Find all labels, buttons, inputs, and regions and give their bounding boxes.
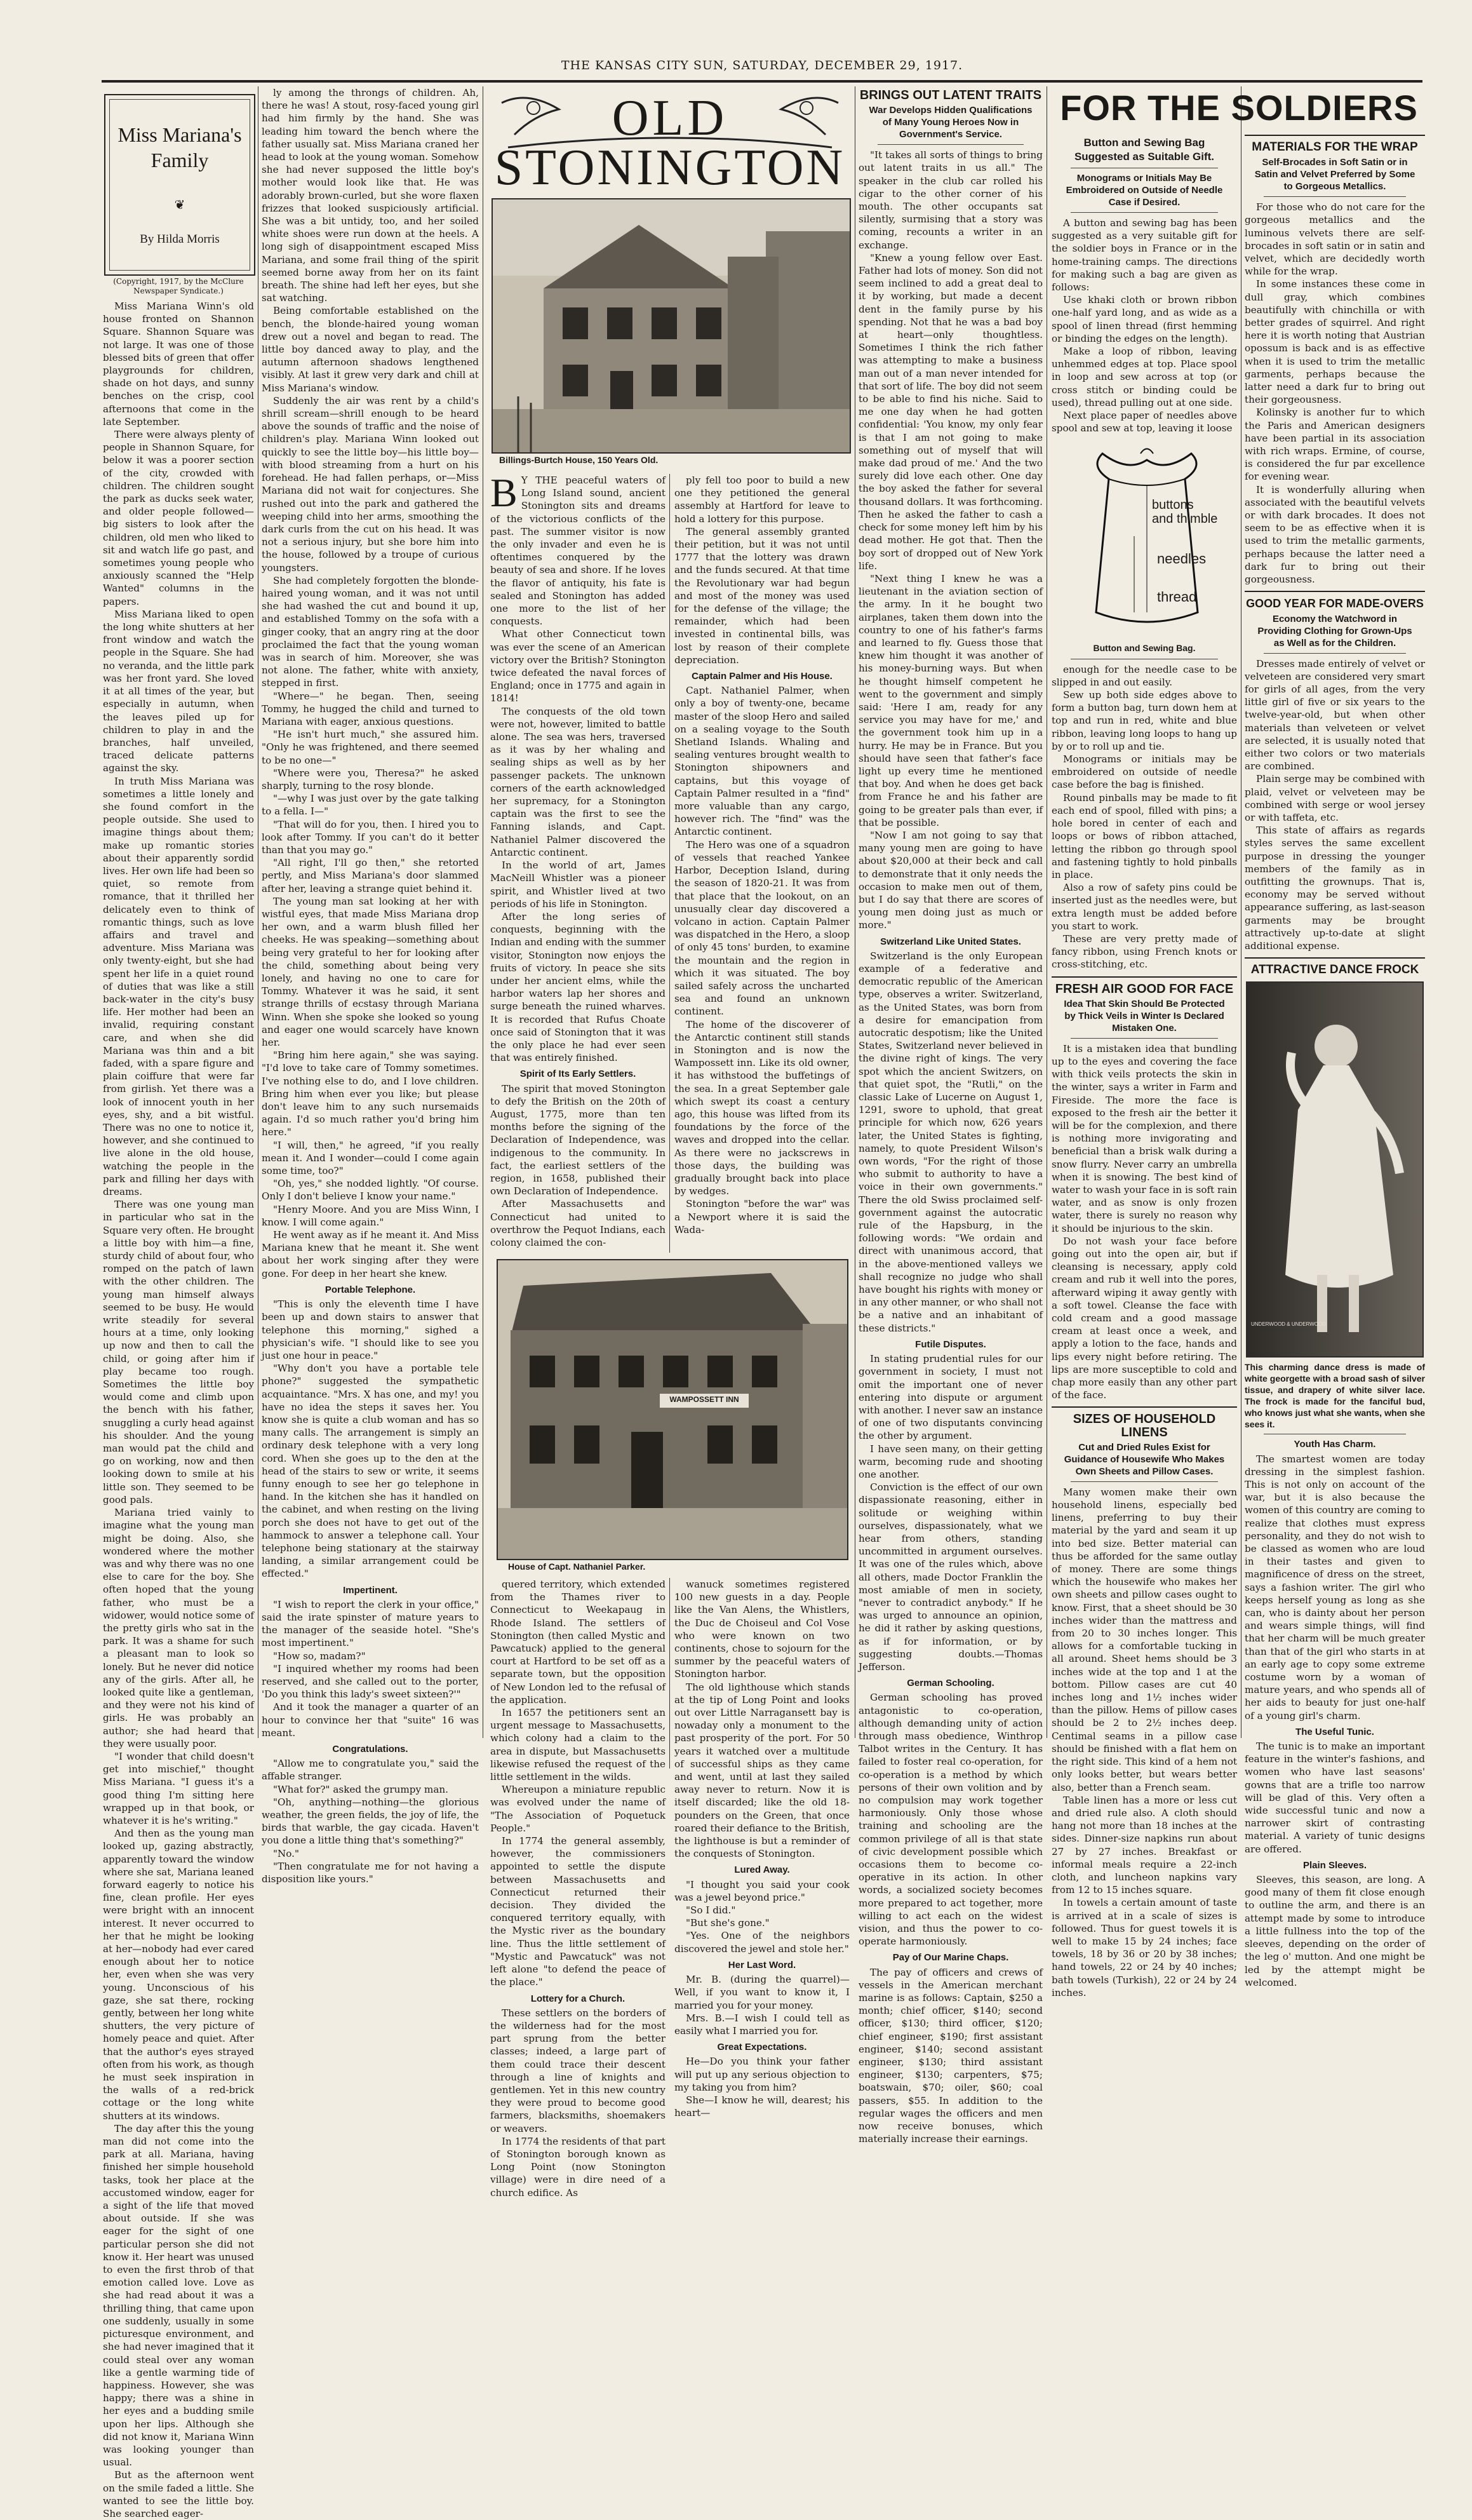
paragraph: Table linen has a more or less cut and dried rule also. A cloth should hang not more than 18 inches at the sides. Dinner-size napkins run about 27 by 27 inches. Breakfast or informal meals require a 22-inch cloth, and luncheon napkins vary from 12 to 15 inches square. (1052, 1794, 1237, 1896)
story-body (490, 2007, 666, 2199)
paragraph: "Bring him here again," she was saying. "I'd love to take care of Tommy sometimes. I've nothing else to do, and I love children. Bring him when ever you like; but please don't leave him to any such nursemaids again. I'd so much rather you'd bring him here." (262, 1049, 479, 1138)
story-body (859, 1352, 1043, 1673)
paragraph: After the long series of conquests, beginning with the Indian and ending with the summer visitor, Stonington now enjoys the fruits of victory. In peace she sits under her ancient elms, while the harbor waters lap her shores and surge beneath the ruined wharves. It is recorded that Rufus Choate once said of Stonington that it was the only place he had ever seen that was entirely finished. (490, 910, 666, 1064)
paragraph: Sleeves, this season, are long. A good many of them fit close enough to outline the arm, and there is an attempt made by some to introduce a little fullness into the top of the sleeves, depending on the order of the leg o' mutton. And one might be led by the attempt might be welcomed. (1245, 1874, 1425, 1988)
section-heading: Lured Away. (734, 1864, 790, 1876)
paragraph: Conviction is the effect of our own dispassionate reasoning, either in solitude or weighing within ourselves, dispassionately, what we hear from others, standing uncommitted in argument ourselves. It was one of the rules which, above all others, made Doctor Franklin the most amiable of men in society, "never to contradict anybody." If he was urged to announce an opinion, he did it rather by asking questions, as if for information, or by suggesting doubts.—Thomas Jefferson. (859, 1481, 1043, 1673)
paragraph: "But she's gone." (686, 1917, 770, 1929)
story-body (674, 474, 850, 666)
paragraph: There was one young man in particular who sat in the Square very often. He brought a little boy with him—a fine, sturdy child of about four, who romped on the patch of lawn with the other children. The young man himself always seemed to be busy. He would write steadily for several hours at a time, only looking up now and then to call the child, or going after him if play became too rough. Sometimes the little boy would come and climb upon the bench with his father, snuggling a curly head against his shoulder. And the young man would pat the child and go on working, now and then looking down to smile at his little son. They seemed to be good pals. (103, 1199, 254, 1506)
paragraph: A button and sewing bag has been suggested as a very suitable gift for the soldier boys in France or in the home-training camps. The directions for making such a bag are given as follows: (1052, 217, 1237, 293)
paragraph: "All right, I'll go then," she retorted pertly, and Miss Mariana's door slammed after her, leaving a strange quiet behind it. (262, 857, 479, 894)
paragraph: And then as the young man looked up, gazing abstractly, apparently toward the window where she sat, Mariana leaned forward eagerly to notice his fine, clean profile. Her eyes were bright with an innocent interest. It never occurred to her that he might be looking at her—nobody had ever cared enough about her to notice her, even when she was very young. Unconscious of his gaze, she sat there, rocking gently, between her long white shutters, the very picture of homely peace and quiet. After that the author's eyes strayed often from his work, as though he must seek inspiration in the walls of a red-brick cottage or the long white shutters at its windows. (103, 1828, 254, 2122)
paragraph: The old lighthouse which stands at the tip of Long Point and looks out over Little Narragansett bay is nowaday only a monument to the past prosperity of the port. For 50 years it watched over a multitude of successful ships as they came and went, until at last they sailed away never to return. Now it is itself discarded; like the old 18-pounders on the Green, that once roared their defiance to the British, the lighthouse is but a reminder of the conquests of Stonington. (674, 1681, 850, 1860)
paragraph: "Yes. One of the neighbors discovered the jewel and stole her." (674, 1930, 850, 1955)
photo-caption: Billings-Burtch House, 150 Years Old. (499, 455, 659, 465)
paragraph: "Oh, anything—nothing—the glorious weather, the green fields, the joy of life, the birds that warble, the gay cicada. Haven't you done a little thing that's something?" (262, 1796, 479, 1847)
paragraph: "No." (273, 1847, 299, 1859)
paragraph: "Why don't you have a portable tele phone?" suggested the sympathetic acquaintance. "Mrs. X has one, and my! you have no idea the steps it saves her. You know she is quite a club woman and has so many calls. The arrangement is simply an ordinary desk telephone with a very long cord. When she goes up to the den at the head of the stairs to sew or write, it seems funny enough to see her go telephone in hand. In the kitchen she has it handled on the cabinet, and when resting on the living porch she does not have to get out of the hammock to answer a telephone call. Your telephone being stationary at the stairway landing, a similar arrangement could be effected." (262, 1363, 479, 1580)
paragraph: Kolinsky is another fur to which the Paris and American designers have been partial in its association with rich wraps. Ermine, of course, is considered the fur par excellence for evening wear. (1245, 407, 1425, 483)
soldiers-headline: FOR THE SOLDIERS (1060, 88, 1418, 128)
bag-label: needles (1157, 551, 1207, 567)
paragraph: "Where—" he began. Then, seeing Tommy, he hugged the child and turned to Mariana with eager, anxious questions. (262, 690, 479, 727)
photo-caption: House of Capt. Nathaniel Parker. (508, 1561, 646, 1572)
story-subhead: War Develops Hidden Qualifications of Many Young Heroes Now in Government's Service. (869, 105, 1033, 140)
paragraph: "I will, then," he agreed, "if you really mean it. And I wonder—could I come again some time, too?" (262, 1139, 479, 1177)
paragraph: "That will do for you, then. I hired you to look after Tommy. If you can't do it better than that you may go." (262, 818, 479, 856)
paragraph: The general assembly granted their petition, but it was not until 1777 that the lottery was drawn and the funds secured. At that time the Revolutionary war had begun and most of the money was used for the defense of the village; the remainder, which had been invested in continental bills, was lost by reason of their complete depreciation. (674, 525, 850, 666)
paragraph: "How so, madam?" (273, 1650, 366, 1662)
story-body (859, 1691, 1043, 1948)
story-body (1052, 663, 1237, 971)
paragraph: "Next thing I knew he was a lieutenant in the aviation section of the army. In it he bought two airplanes, taken them down into the country to one of his father's farms and learned to fly. Guess those that knew him thought it was another of his money-burning ways. But when he thought himself competent he went to the government and simply said: 'Here I am, ready for any service you may have for me,' and the government took him up in a hurry. He may be in France. But you should have seen that father's face light up every time he mentioned that boy. And when he does get back from France he and his father are going to be greater pals than ever, if that be possible. (859, 572, 1043, 828)
column-rule (669, 474, 670, 1253)
paragraph: "So I did." (686, 1904, 736, 1917)
story-body (859, 149, 1043, 931)
paragraph: Many women make their own household linens, especially bed linens, preferring to buy their material by the yard and seam it up into bed size. Better material can thus be afforded for the same outlay of money. There are some things which the housewife who makes her own sheets and pillow cases ought to know. First, that a sheet should be 30 inches wider than the mattress and from 20 to 30 inches longer. This allows for a comfortable tucking in all around. Sheet hems should be 3 inches wide at the top and 1 at the bottom. Pillow cases are cut 40 inches long and 1½ inches wider than the pillow. Hems of pillow cases should be 2 to 2½ inches deep. Centimal seams in a pillow case should be finished with a flat hem on the right side. This kind of a hem not only looks better, but wears better also, better than a French seam. (1052, 1486, 1237, 1793)
paragraph: What other Connecticut town was ever the scene of an American victory over the British? Stonington twice defeated the naval forces of England; once in 1775 and again in 1814! (490, 628, 666, 704)
paragraph: Round pinballs may be made to fit each end of spool, filled with pins; a hole bored in center of each and loops or bows of ribbon attached, letting the ribbon go through spool and fastening tightly to hold pinballs in place. (1052, 792, 1237, 880)
paragraph: Mr. B. (during the quarrel)—Well, if you want to know it, I married you for your money. (674, 1974, 850, 2011)
story-headline: FRESH AIR GOOD FOR FACE (1055, 981, 1234, 996)
story-body (674, 1578, 850, 1860)
story-headline: BRINGS OUT LATENT TRAITS (859, 88, 1042, 102)
paragraph: wanuck sometimes registered 100 new guests in a day. People like the Van Alens, the Whistlers, the Duc de Choiseul and Col Vose who were known on two continents, chose to sojourn for the summer by the peaceful waters of Stonington harbor. (674, 1579, 850, 1680)
story-body (674, 1878, 850, 1955)
paragraph: Switzerland is the only European example of a federative and democratic republic of the American type, observes a writer. Switzerland, as the United States, was born from a desire for emancipation from autocratic despotism; like the United States, Switzerland never believed in the divine right of kings. The very spot which the ancient Switzers, on that quiet spot, the "Rutli," on the classic Lake of Lucerne on August 1, 1291, swore to uphold, that great principle for which now, 626 years later, the United States is fighting, namely, to quote President Wilson's own words, "For the right of those who submit to authority to have a voice in their own governments." There the old Swiss proclaimed self-government against the autocratic rule of the Hapsburg, in the following words: "We ordain and direct with unanimous accord, that in the above-mentioned valleys we shall recognize no judge who shall have bought his rights with money or in any other manner, or who shall not be a native and an inhabitant of these districts." (859, 950, 1043, 1334)
column-2 (262, 86, 479, 1885)
section-heading: Congratulations. (332, 1744, 408, 1755)
paragraph: Suddenly the air was rent by a child's shrill scream—shrill enough to be heard above the sounds of traffic and the noise of children's play. Mariana Winn looked out quickly to see the little boy—his little boy—with blood streaming from a hurt on his forehead. He had fallen perhaps, or—Miss Mariana did not wait for conjectures. She rushed out into the park and gathered the weeping child into her arms, smoothing the dark curls from the cut on his head. It was not a serious injury, but she bore him into the house, followed by a troupe of curious youngsters. (262, 394, 479, 574)
paragraph: Next place paper of needles above spool and sew at top, leaving it loose (1052, 410, 1237, 435)
paragraph: In 1774 the residents of that part of Stonington borough known as Long Point (now Stonington village) were in dire need of a church edifice. As (490, 2135, 666, 2199)
section-heading: Captain Palmer and His House. (692, 671, 833, 682)
story-subhead: Cut and Dried Rules Exist for Guidance of Housewife Who Makes Own Sheets and Pillow Cases. (1064, 1441, 1225, 1477)
story-body (262, 1598, 479, 1739)
story-body (1245, 657, 1425, 953)
story-subhead: Monograms or Initials May Be Embroidered on Outside of Needle Case if Desired. (1066, 173, 1223, 208)
paragraph: For those who do not care for the gorgeous metallics and the luminous velvets there are self-brocades in soft satin or in satin and velvet, which are decidedly worth while for the wrap. (1245, 201, 1425, 278)
paragraph: quered territory, which extended from the Thames river to Connecticut to Weekapaug in Rhode Island. The settlers of Stonington (then called Mystic and Pawcatuck) applied to the general court at Hartford to be set off as a separate town, but the opposition of New London led to the refusal of the application. (490, 1579, 666, 1706)
paragraph: Whereupon a miniature republic was evolved under the name of "The Association of Poquetuck People." (490, 1784, 666, 1834)
story-body (490, 470, 666, 1064)
paragraph: Dresses made entirely of velvet or velveteen are considered very smart for girls of all ages, from the very little girl of five or six years to the twelve-year-old, but when other materials than velveteen or velvet are selected, it is usually noted that either two colors or two materials are combined. (1245, 657, 1425, 772)
paragraph: "Knew a young fellow over East. Father had lots of money. Son did not seem inclined to add a great deal to it by working, but made a decent dent in the family purse by his spending. Not that he was a bad boy at heart—only thoughtless. Sometimes I think the rich father was attempting to make a business man out of a man never intended for that sort of life. The boy did not seem to be able to find his niche. Said to me one day when he had gotten confidential: 'You know, my only fear is that I am not going to make something out of myself that will make dad proud of me.' And the two surely did love each other. One day the boy asked the father for several thousand dollars. It was forthcoming. Then he asked the father to cash a check for some money left him by his dead mother. He got that. Then the boy sort of dropped out of New York life. (859, 252, 1043, 572)
paragraph: "Then congratulate me for not having a disposition like yours." (262, 1860, 479, 1885)
paragraph: She had completely forgotten the blonde-haired young woman, and it was not until she had washed the cut and bound it up, and established Tommy on the sofa with a ginger cooky, that an angry ring at the door proclaimed the fact that the young woman was in search of him. Moreover, she was not alone. The father, white with anxiety, stepped in first. (262, 574, 479, 689)
story-body (1245, 1740, 1425, 1856)
section-heading: Futile Disputes. (915, 1338, 986, 1350)
paragraph: In some instances these come in dull gray, which combines beautifully with chinchilla or with better grades of squirrel. And right here it is worth noting that Austrian opossum is back and is as effective when it is used to trim the metallic garments, perhaps because the latter need a dark fur to bring out their gorgeousness. (1245, 278, 1425, 406)
paragraph: "Oh, yes," she nodded lightly. "Of course. Only I don't believe I know your name." (262, 1178, 479, 1203)
house-illustration-icon (493, 199, 850, 452)
paragraph: The home of the discoverer of the Antarctic continent still stands in Stonington and is now the Wampossett inn. Like its old owner, it has withstood the buffetings of the sea. In a great September gale which swept its coast a century ago, this house was lifted from its foundations by the force of the waves and dropped into the cellar. As there were no jackscrews in those days, the building was gradually brought back into place by wedges. (674, 1018, 850, 1197)
paragraph: This state of affairs as regards styles serves the same excellent purpose in dressing the younger members of the family as in outfitting the grownups. That is, economy may be served without appearance suffering, as last-season garments may be brought attractively up-to-date at slight additional expense. (1245, 825, 1425, 952)
paragraph: And it took the manager a quarter of an hour to convince her that "suite" 16 was meant. (262, 1701, 479, 1739)
section-heading: Plain Sleeves. (1302, 1859, 1367, 1871)
paragraph: "I thought you said your cook was a jewel beyond price." (674, 1878, 850, 1903)
section-heading: Great Expectations. (717, 2042, 807, 2053)
paragraph: It is wonderfully alluring when associated with the beautiful velvets or with dark brocades. It does not seem to be as effective when it is used to trim the metallic garments, perhaps because the latter need a dark fur to bring out their gorgeousness. (1245, 483, 1425, 586)
illustration-caption: Button and Sewing Bag. (1093, 643, 1196, 654)
house-illustration-icon (498, 1260, 847, 1559)
paragraph: The spirit that moved Stonington to defy the British on the 20th of August, 1775, more than ten months before the signing of the Declaration of Independence, was indigenous to the community. In fact, the earliest settlers of the region, in 1658, published their own Declaration of Independence. (490, 1082, 666, 1197)
paragraph: "Henry Moore. And you are Miss Winn, I know. I will come again." (262, 1203, 479, 1228)
section-heading: Her Last Word. (728, 1959, 796, 1971)
section-heading: The Useful Tunic. (1295, 1726, 1374, 1737)
stonington-title-line1: OLD (612, 90, 728, 146)
paragraph: "Allow me to congratulate you," said the affable stranger. (262, 1758, 479, 1782)
paragraph: ly among the throngs of children. Ah, there he was! A stout, rosy-faced young girl had him firmly by the hand. She was leading him toward the bench where the father usually sat. Miss Mariana craned her head to look at the young woman. Somehow she had never supposed the little boy's mother would look like that. He was adorably brown-curled, but she wore flaxen frizzes that looked suspiciously artificial. She was a bit untidy, too, and her soiled white shoes were run down at the heels. A long sigh of disappointment escaped Miss Mariana, and some frail thing of the spirit seemed borne away from her on its faint breath. The shine had left her eyes, but she sat watching. (262, 87, 479, 304)
section-heading: Portable Telephone. (325, 1284, 416, 1295)
story-subhead: Idea That Skin Should Be Protected by Thick Veils in Winter Is Declared Mistaken One. (1064, 998, 1225, 1034)
story-body (262, 1757, 479, 1885)
paragraph: In 1774 the general assembly, however, the commissioners appointed to settle the dispute between Massachusetts and Connecticut returned their decision. They divided the conquered territory equally, with the Mystic river as the boundary line. Thus the little settlement of "Mystic and Pawcatuck" was not left alone "to defend the peace of the place." (490, 1835, 666, 1988)
section-heading: Lottery for a Church. (530, 1993, 626, 2004)
photo-caption: This charming dance dress is made of white georgette with a broad sash of silver tissue, and drapery of white silver lace. The frock is made for the fanciful bud, who knows just what she wants, when she sees it. (1245, 1362, 1425, 1430)
story-title: Miss Mariana's Family (117, 123, 242, 172)
paragraph: In towels a certain amount of taste is arrived at in a scale of sizes is followed. Thus for guest towels it is well to make 15 by 24 inches; face towels, 18 by 36 or 20 by 38 inches; hand towels, 22 or 24 by 40 inches; bath towels (Turkish), 22 or 24 by 24 inches. (1052, 1897, 1237, 1998)
paragraph: Make a loop of ribbon, leaving unhemmed edges at top. Place spool in loop and sew across at top (or cross stitch or binding could be used), thread pulling out at one side. (1052, 346, 1237, 408)
sewing-bag-illustration (1052, 441, 1237, 638)
section-heading: Pay of Our Marine Chaps. (892, 1952, 1009, 1964)
column-1 (103, 277, 254, 2519)
bag-label: thread (1157, 589, 1197, 605)
section-heading: Spirit of Its Early Settlers. (519, 1068, 636, 1080)
paragraph: Plain serge may be combined with plaid, velvet or velveteen may be combined with serge or wool jersey or with taffeta, etc. (1245, 773, 1425, 823)
byline: By Hilda Morris (140, 232, 220, 246)
paragraph: Miss Mariana Winn's old house fronted on Shannon Square. Shannon Square was not large. It was one of those blessed bits of green that offer playgrounds for children, shade on hot days, and sunny benches on the crisp, cool afternoons that come in the late September. (103, 300, 254, 428)
story-subhead: Self-Brocades in Soft Satin or in Satin and Velvet Preferred by Some to Gorgeous Metallics. (1254, 157, 1415, 192)
story-body (1245, 1873, 1425, 1989)
paragraph: Y THE peaceful waters of Long Island sound, ancient Stonington sits and dreams of the victorious conflicts of the past. The summer visitor is now the only invader and even he is oftentimes conquered by the beauty of sea and shore. If he loves the flavor of antiquity, his fate is sealed and Stonington has added one more to the list of her conquests. (490, 475, 666, 628)
paragraph: Capt. Nathaniel Palmer, when only a boy of twenty-one, became master of the sloop Hero and sailed on a sealing voyage to the South Shetland Islands. Whaling and sealing ventures brought wealth to Stonington shipowners and captains, but this voyage of Captain Palmer resulted in a "find" more valuable than any cargo, however rich. The "find" was the Antarctic continent. (674, 685, 850, 838)
story-body (1245, 201, 1425, 586)
paragraph: "What for?" asked the grumpy man. (273, 1783, 448, 1795)
paragraph: "It takes all sorts of things to bring out latent traits in us all." The speaker in the club car rolled his cigar to the other corner of his mouth. The other occupants sat silently, surmising that a story was coming, recounts a writer in an exchange. (859, 149, 1043, 251)
column-7 (1245, 133, 1425, 1988)
paragraph: It is a mistaken idea that bundling up to the eyes and covering the face with thick veils protects the skin in the winter, says a writer in Farm and Fireside. The more the face is exposed to the fresh air the better it will be for the complexion, and there is nothing more invigorating and beneficial than a brisk walk during a snow flurry. Never carry an umbrella when it is snowing. The best kind of water to wash your face in is soft rain water, and as snow is only frozen water, there is surely no reason why it should be injurious to the skin. (1052, 1042, 1237, 1234)
story-body (674, 1973, 850, 2037)
story-body (674, 684, 850, 1236)
stonington-column-a (490, 470, 666, 1255)
paragraph: "Where were you, Theresa?" he asked sharply, turning to the rosy blonde. (262, 767, 479, 792)
paragraph: "He isn't hurt much," she assured him. "Only he was frightened, and there seemed to be no one—" (262, 729, 479, 766)
story-body (262, 86, 479, 1280)
story-body (490, 1082, 666, 1250)
paragraph: In the world of art, James MacNeill Whistler was a pioneer spirit, and Whistler lived at two periods of his life in Stonington. (490, 859, 666, 910)
paragraph: He—Do you think your father will put up any serious objection to my taking you from him? (674, 2056, 850, 2093)
paragraph: "Now I am not going to say that many young men are going to have about $20,000 at their beck and call to demonstrate that it only needs the occasion to make men out of them, but I do say that there are scores of young men doing just as much or more." (859, 829, 1043, 931)
stonington-column-a-continued (490, 1578, 666, 2199)
sewing-bag-icon (1052, 441, 1237, 631)
paragraph: enough for the needle case to be slipped in and out easily. (1052, 663, 1237, 688)
billings-burtch-house-photo (492, 198, 851, 454)
paragraph: Do not wash your face before going out into the open air, but if cleansing is necessary, apply cold cream and rub it well into the pores, afterward wiping it away gently with a soft towel. Cleanse the face with cold cream and a good massage cream at least once a week, and apply a lotion to the face, hands and lips every night before retiring. The lips are more susceptible to cold and chap more easily than any other part of the face. (1052, 1235, 1237, 1401)
section-heading: Switzerland Like United States. (880, 936, 1021, 947)
stonington-title-line2: STONINGTON (494, 140, 846, 196)
paragraph: After Massachusetts and Connecticut had united to overthrow the Pequot Indians, each colony claimed the con- (490, 1198, 666, 1248)
paragraph: Also a row of safety pins could be inserted just as the needles were, but extra length must be added before you start to work. (1052, 882, 1237, 932)
paragraph: I have seen many, on their getting warm, becoming rude and shooting one another. (859, 1443, 1043, 1480)
paragraph: But as the afternoon went on the smile faded a little. She wanted to see the little boy. She searched eager- (103, 2469, 254, 2519)
masthead: THE KANSAS CITY SUN, SATURDAY, DECEMBER 29, 1917. (561, 58, 963, 72)
paragraph: In truth Miss Mariana was sometimes a little lonely and she found comfort in the people outside. She used to imagine things about them; make up romantic stories about their apparently sordid lives. Her own life had been so quiet, so remote from romance, that it thrilled her delicately even to think of romantic things, such as love affairs and travel and adventure. Miss Mariana was only twenty-eight, but she had spent her life in a quiet round of duties that was like a still back-water in the city's busy life. Her mother had been an invalid, requiring constant care, and when she did Mariana was thin and a bit faded, with a spare figure and plain coiffure that were far from girlish. Yet there was a look of innocent youth in her eyes, shy, and a bit wistful. There was no one to notice it, however, and she continued to live alone in the old house, watching the people in the park and filling her days with dreams. (103, 775, 254, 1198)
paragraph: "This is only the eleventh time I have been up and down stairs to answer that telephone this morning," sighed a physician's wife. "I should like to see you just one hour in peace." (262, 1298, 479, 1361)
masthead-rule (102, 80, 1422, 83)
paragraph: Mrs. B.—I wish I could tell as easily what I married you for. (674, 2012, 850, 2037)
paragraph: She—I know he will, dearest; his heart— (674, 2094, 850, 2119)
story-body (103, 300, 254, 2520)
column-5 (859, 86, 1043, 2145)
paragraph: He went away as if he meant it. And Miss Mariana knew that he meant it. She went about her work singing after they were gone. For deep in her heart she knew. (262, 1229, 479, 1279)
paragraph: Monograms or initials may be embroidered on outside of needle case before the bag is finished. (1052, 753, 1237, 791)
story-headline: SIZES OF HOUSEHOLD LINENS (1073, 1412, 1216, 1439)
story-title-box (104, 94, 255, 276)
paragraph: Mariana tried vainly to imagine what the young man might be doing. Also, she wondered where the mother was and why there was no one else to care for the boy. She often hoped that the young father, who must be a widower, would notice some of the pretty girls who sat in the park. It was a shame for such a pleasant man to look so lonely. But he never did notice any of the girls. After all, he looked quite like a gentleman, and they were not his kind of girls. He was probably an author; she had heard that they were usually poor. (103, 1507, 254, 1749)
story-body (1052, 217, 1237, 435)
paragraph: These settlers on the borders of the wilderness had for the most part sprung from the better classes; indeed, a large part of them could trace their descent through a line of knights and gentlemen. Yet in this new country they were proud to become good farmers, blacksmiths, shoemakers or weavers. (490, 2007, 666, 2134)
paragraph: Sew up both side edges above to form a button bag, turn down hem at top and run in red, white and blue ribbon, leaving long loops to hang up by or to roll up and tie. (1052, 689, 1237, 752)
column-6 (1052, 133, 1237, 1998)
paragraph: These are very pretty made of fancy ribbon, using French knots or cross-stitching, etc. (1052, 933, 1237, 971)
story-subhead: Button and Sewing Bag Suggested as Suitable Gift. (1074, 137, 1215, 163)
paragraph: In stating prudential rules for our government in society, I must not omit the important one of never entering into dispute or argument with another. I never saw an instance of one of two disputants convincing the other by argument. (859, 1353, 1043, 1442)
photo-credit: UNDERWOOD & UNDERWOOD (1251, 1321, 1326, 1328)
stonington-column-b (674, 474, 850, 1255)
paragraph: Use khaki cloth or brown ribbon one-half yard long, and as wide as a spool of linen thread (first hemming or binding the edges on the length). (1052, 294, 1237, 344)
paragraph: The conquests of the old town were not, however, limited to battle alone. The sea was hers, traversed as it was by her whaling and sealing ships as well as by her passenger packets. The unknown corners of the earth acknowledged her supremacy, for a Stonington captain was the first to see the Fanning islands, and Capt. Nathaniel Palmer discovered the Antarctic continent. (490, 705, 666, 858)
stonington-title-banner (489, 90, 851, 198)
paragraph: In 1657 the petitioners sent an urgent message to Massachusetts, which colony had a claim to the area in dispute, but Massachusetts likewise refused the request of the little settlement in the wilds. (490, 1707, 666, 1783)
paragraph: "—why I was just over by the gate talking to a fella. I—" (262, 793, 479, 818)
paragraph: The Hero was one of a squadron of vessels that reached Yankee Harbor, Deception Island, during the season of 1820-21. It was from that place that the lookout, on an unusually clear day discovered a volcano in action. Captain Palmer was dispatched in the Hero, a sloop of only 45 tons' burden, to examine the mountain and the region in which it was situated. The boy sailed safely across the uncharted sea and found an unknown continent. (674, 839, 850, 1018)
story-body (490, 1578, 666, 1989)
stonington-column-b-continued (674, 1578, 850, 2119)
paragraph: ply fell too poor to build a new one they petitioned the general assembly at Hartford for leave to hold a lottery for this purpose. (674, 475, 850, 525)
dancer-illustration-icon (1247, 983, 1422, 1356)
story-headline: MATERIALS FOR THE WRAP (1252, 140, 1418, 154)
copyright: (Copyright, 1917, by the McClure Newspaper Syndicate.) (113, 277, 244, 295)
story-body (1052, 1042, 1237, 1402)
nathaniel-parker-house-photo (497, 1259, 848, 1560)
paragraph: Miss Mariana liked to open the long white shutters at her front window and watch the people in the Square. She had no veranda, and the little park was her front yard. She loved it at all times of the year, but especially in autumn, when the leaves piled up for children to play in and the branches, half unveiled, traced delicate patterns against the sky. (103, 608, 254, 774)
story-body (674, 2055, 850, 2119)
paragraph: "I wish to report the clerk in your office," said the irate spinster of mature years to the manager of the seaside hotel. "She's most impertinent." (262, 1598, 479, 1649)
paragraph: The young man sat looking at her with wistful eyes, that made Miss Mariana drop her own, and a warm blush filled her cheeks. He was speaking—something about being very grateful to her for looking after the child, something about being very lonely, and having no one to care for Tommy. Whatever it was he said, it sent strange thrills of ecstasy through Mariana Winn. When she spoke she looked so young and eager one would scarcely have known her. (262, 895, 479, 1049)
section-heading: German Schooling. (907, 1678, 994, 1689)
paragraph: The smartest women are today dressing in the simplest fashion. This is not only on account of the war, but it is also because the women of this country are coming to realize that clothes must express personality, and they do not wish to be classed as women who are loud in their tastes and given to magnificence of dress on the street, says a fashion writer. The girl who keeps herself young as long as she can, who is dainty about her person and wears simple things, will find that her charm will be much greater than that of the girl who starts in at an early age to copy some extreme costume worn by a woman of mature years, and who spends all of her aids to beauty for just one-half of a young girl's charm. (1245, 1453, 1425, 1722)
story-headline: ATTRACTIVE DANCE FROCK (1250, 963, 1419, 977)
story-body (859, 1966, 1043, 2146)
section-heading: Impertinent. (343, 1584, 398, 1596)
paragraph: The day after this the young man did not come into the park at all. Mariana, having finished her simple household tasks, took her place at the accustomed window, eager for a sight of the life that moved about outside. If she was eager for the sight of one particular person she did not know it. Her heart was unused to even the first throb of that emotion called love. Love as she had read about it was a thrilling thing, that came upon one suddenly, usually in some picturesque environment, and she had never imagined that it could steal over any woman like a gentle warming tide of happiness. However, she was happy; there was a shine in her eyes and a budding smile upon her lips. Although she did not know it, Mariana Winn was looking younger than usual. (103, 2122, 254, 2469)
column-rule (669, 1578, 670, 1769)
paragraph: "I wonder that child doesn't get into mischief," thought Miss Mariana. "I guess it's a good thing I'm sitting here wrapped up in that book, or whatever it is he's writing." (103, 1750, 254, 1826)
story-subhead: Economy the Watchword in Providing Clothing for Grown-Ups as Well as for the Children. (1257, 613, 1412, 649)
story-body (262, 1298, 479, 1580)
paragraph: "I inquired whether my rooms had been reserved, and she called out to the porter, 'Do you think this lady's sweet sixteen?'" (262, 1662, 479, 1701)
story-headline: GOOD YEAR FOR MADE-OVERS (1246, 597, 1424, 610)
paragraph: Being comfortable established on the bench, the blonde-haired young woman drew out a novel and began to read. The little boy danced away to play, and the autumn afternoon shadows lengthened visibly. At last it grew very dark and chill at Miss Mariana's window. (262, 305, 479, 394)
story-body (1052, 1486, 1237, 1999)
section-heading: Youth Has Charm. (1294, 1439, 1376, 1450)
bag-label: buttons and thimble (1152, 498, 1218, 527)
paragraph: The pay of officers and crews of vessels in the American merchant marine is as follows: Captain, $250 a month; chief officer, $140; second officer, $130; third officer, $120; chief engineer, $190; first assistant engineer, $140; second assistant engineer, $130; third assistant engineer, $130; carpenters, $75; boatswain, $70; oiler, $60; coal passers, $55. In addition to the regular wages the officers and men now receive bonuses, which materially increase their earnings. (859, 1966, 1043, 2145)
story-body (859, 950, 1043, 1335)
paragraph: There were always plenty of people in Shannon Square, for below it was a poorer section of the city, crowded with children. The children sought the park as ducks seek water, and older people followed—big sisters to look after the children, old men who liked to sit and watch life go past, and sometimes young people who anxiously scanned the "Help Wanted" columns in the papers. (103, 429, 254, 607)
inn-sign: WAMPOSSETT INN (669, 1395, 739, 1404)
story-body (1245, 1453, 1425, 1722)
dance-frock-photo (1246, 981, 1424, 1358)
ornament-icon: ❦ (174, 198, 185, 212)
paragraph: German schooling has proved antagonistic to co-operation, although demanding unity of action through mass obedience, Winthrop Talbot writes in the Century. It has failed to foster real co-operation, for co-operation is a method by which persons of their own volition and by no compulsion may work together harmoniously. Only those whose training and schooling are the common privilege of all is that state of civic development possible which occasions them to become co-operative in its action. In other words, a socialized society becomes more prepared to act together, more willing to act each on the widest vision, and thus the power to co-operate harmoniously. (859, 1692, 1043, 1948)
drop-cap: B (490, 470, 518, 515)
paragraph: Stonington "before the war" was a Newport where it is said the Wada- (674, 1198, 850, 1236)
paragraph: The tunic is to make an important feature in the winter's fashions, and women who have last seasons' gowns that are a trifle too narrow will be glad of this. Very often a wide successful tunic and now a narrower skirt of contrasting material. A variety of tunic designs are offered. (1245, 1741, 1425, 1855)
